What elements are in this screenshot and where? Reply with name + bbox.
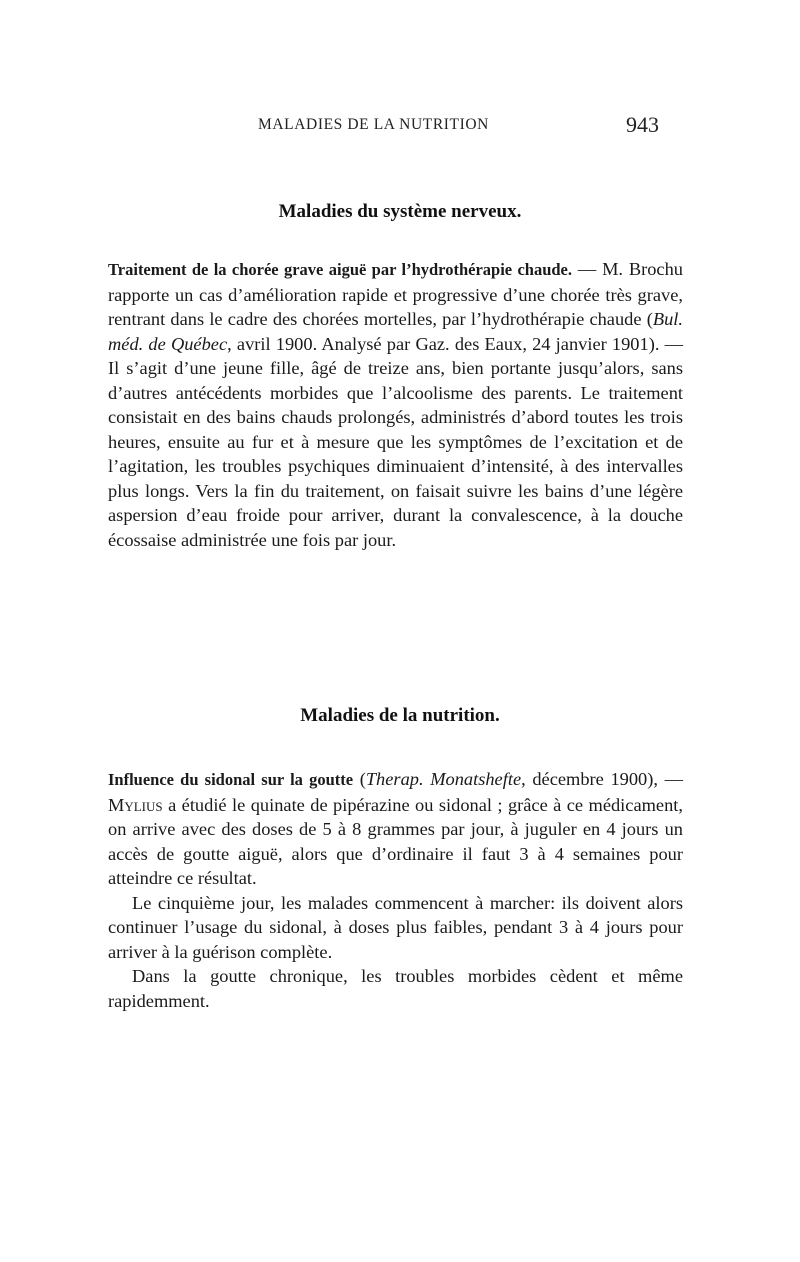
article-chorea-text-1: — M. Brochu rapporte un cas d’amélioration rapide et progressive d’une chorée très grave, rentrant dans le cadre des chorées mortelles, par l’hydrothérapie chaude ( xyxy=(108,259,683,330)
article-chorea-paragraph xyxy=(108,257,683,553)
running-title: MALADIES DE LA NUTRITION xyxy=(258,116,489,133)
article-sidonal-paragraph-3: Dans la goutte chronique, les troubles morbides cèdent et même rapidemment. xyxy=(108,966,683,1011)
article-chorea-text-2: , avril 1900. Analysé par Gaz. des Eaux, 24 janvier 1901). — Il s’agit d’une jeune fille, âgé de treize ans, bien portante jusqu’alors, sans d’autres antécédents morbides que l’alcoolisme des parents. Le traitement consistait en des bains chauds prolongés, administrés d’abord toutes les trois heures, ensuite au fur et à mesure que les symptômes de l’excitation et de l’agitation, les troubles psychiques diminuaient d’intensité, à des intervalles plus longs. Vers la fin du traitement, on faisait suivre les bains d’une légère aspersion d’eau froide pour arriver, durant la convalescence, à la douche écossaise administrée une fois par jour. xyxy=(108,333,683,551)
article-sidonal xyxy=(108,767,683,1013)
article-chorea xyxy=(108,257,683,553)
section-title-nutrition: Maladies de la nutrition. xyxy=(300,705,500,726)
article-sidonal-paragraph-2: Le cinquième jour, les malades commencent à marcher: ils doivent alors continuer l’usage du sidonal, à doses plus faibles, pendant 3 à 4 jours pour arriver à la guérison complète. xyxy=(108,892,683,962)
article-chorea-runin-title: Traitement de la chorée grave aiguë par l’hydrothérapie chaude. xyxy=(108,260,573,279)
section-title-nervous-system: Maladies du système nerveux. xyxy=(278,201,522,222)
article-chorea-source: Bul. méd. de Québec xyxy=(108,309,683,354)
page-number: 943 xyxy=(626,112,659,137)
article-sidonal-source: Therap. Monatshefte xyxy=(365,769,522,789)
article-sidonal-text-1: , décembre 1900), — xyxy=(521,769,683,789)
article-sidonal-author: Mylius xyxy=(108,794,163,815)
article-sidonal-runin-title: Influence du sidonal sur la goutte xyxy=(108,770,354,789)
article-sidonal-paragraph-1 xyxy=(108,767,683,891)
article-sidonal-text-2: a étudié le quinate de pipérazine ou sidonal ; grâce à ce médicament, on arrive avec des doses de 5 à 8 grammes par jour, à juguler en 4 jours un accès de goutte aiguë, alors que d’ordinaire il faut 3 à 4 semaines pour atteindre ce résultat. xyxy=(108,794,683,889)
article-sidonal-source-open: ( xyxy=(353,769,366,789)
